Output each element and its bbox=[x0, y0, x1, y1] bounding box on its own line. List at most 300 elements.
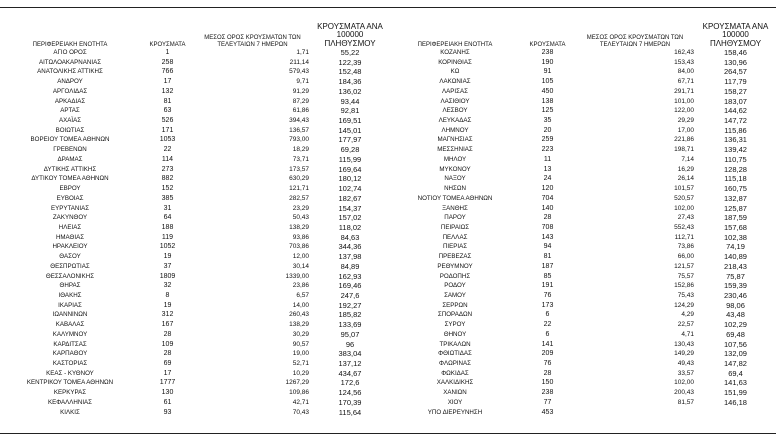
cases-cell: 273 bbox=[161, 165, 174, 173]
table-row bbox=[0, 378, 390, 388]
table-row bbox=[0, 165, 390, 175]
region-cell: ΜΑΓΝΗΣΙΑΣ bbox=[437, 136, 473, 144]
region-cell: ΕΥΒΟΙΑΣ bbox=[56, 194, 84, 202]
table-row bbox=[0, 194, 390, 204]
table-row bbox=[390, 281, 776, 291]
rate-cell: 160,75 bbox=[724, 184, 747, 194]
avg7-cell: 291,71 bbox=[674, 87, 694, 95]
table-row bbox=[390, 310, 776, 320]
rate-cell: 154,37 bbox=[338, 203, 362, 213]
table-row bbox=[390, 320, 776, 330]
rate-cell: 102,29 bbox=[724, 320, 747, 330]
cases-cell: 114 bbox=[161, 155, 174, 163]
rate-cell: 157,68 bbox=[724, 222, 747, 232]
table-row bbox=[390, 165, 776, 175]
region-cell: ΙΚΑΡΙΑΣ bbox=[58, 301, 82, 309]
avg7-cell: 136,57 bbox=[289, 126, 309, 134]
header-row bbox=[390, 18, 776, 48]
cases-cell: 191 bbox=[541, 282, 554, 290]
avg7-cell: 30,29 bbox=[292, 330, 309, 338]
rate-cell: 107,56 bbox=[724, 339, 747, 349]
table-row bbox=[0, 369, 390, 379]
header-avg7: ΜΕΣΟΣ ΟΡΟΣ ΚΡΟΥΣΜΑΤΩΝ ΤΩΝ ΤΕΛΕΥΤΑΙΩΝ 7 ΗΜΕΡΩΝ bbox=[204, 35, 301, 48]
table-row bbox=[0, 388, 390, 398]
cases-cell: 19 bbox=[163, 301, 172, 309]
region-cell: ΑΝΑΤΟΛΙΚΗΣ ΑΤΤΙΚΗΣ bbox=[37, 68, 103, 76]
table-row bbox=[0, 398, 390, 408]
rate-cell bbox=[695, 408, 776, 418]
avg7-cell: 90,57 bbox=[292, 340, 309, 348]
avg7-cell: 61,86 bbox=[292, 107, 309, 115]
table-row bbox=[0, 349, 390, 359]
avg7-cell: 16,29 bbox=[677, 165, 694, 173]
table-row bbox=[0, 58, 390, 68]
avg7-cell: 394,43 bbox=[289, 117, 309, 125]
cases-cell: 143 bbox=[541, 233, 554, 241]
cases-cell: 130 bbox=[161, 389, 174, 397]
cases-cell: 1777 bbox=[159, 379, 176, 387]
cases-cell: 22 bbox=[163, 146, 172, 154]
rate-cell: 110,75 bbox=[724, 154, 747, 164]
rate-cell: 169,46 bbox=[338, 281, 362, 291]
avg7-cell: 4,71 bbox=[681, 330, 694, 338]
table-row bbox=[390, 359, 776, 369]
table-row bbox=[390, 340, 776, 350]
cases-cell: 1809 bbox=[159, 272, 176, 280]
avg7-cell: 23,29 bbox=[292, 204, 309, 212]
rate-cell: 158,46 bbox=[724, 48, 747, 57]
cases-cell: 31 bbox=[163, 204, 172, 212]
table-row bbox=[0, 291, 390, 301]
region-cell: ΞΑΝΘΗΣ bbox=[442, 204, 468, 212]
table-row bbox=[390, 184, 776, 194]
region-cell: ΧΙΟΥ bbox=[447, 398, 463, 406]
avg7-cell: 138,29 bbox=[289, 223, 309, 231]
rate-cell: 117,79 bbox=[724, 77, 747, 87]
rate-cell: 141,63 bbox=[724, 378, 747, 388]
cases-cell: 32 bbox=[163, 282, 172, 290]
region-cell: ΠΡΕΒΕΖΑΣ bbox=[438, 253, 472, 261]
table-row bbox=[390, 252, 776, 262]
header-avg7: ΜΕΣΟΣ ΟΡΟΣ ΚΡΟΥΣΜΑΤΩΝ ΤΩΝ ΤΕΛΕΥΤΑΙΩΝ 7 ΗΜΕΡΩΝ bbox=[586, 35, 684, 48]
rate-cell: 151,99 bbox=[724, 388, 747, 398]
cases-cell: 708 bbox=[541, 223, 554, 231]
cases-cell: 173 bbox=[541, 301, 554, 309]
avg7-cell: 42,71 bbox=[292, 398, 309, 406]
table-row bbox=[390, 204, 776, 214]
rate-cell: 118,02 bbox=[338, 222, 362, 232]
table-row bbox=[390, 145, 776, 155]
region-cell: ΡΟΔΟΥ bbox=[444, 282, 466, 290]
region-cell: ΑΓΙΟ ΟΡΟΣ bbox=[53, 49, 87, 56]
cases-cell: 766 bbox=[161, 68, 174, 76]
table-row bbox=[390, 87, 776, 97]
cases-cell: 85 bbox=[543, 272, 552, 280]
rate-cell: 115,86 bbox=[724, 125, 747, 135]
cases-cell: 11 bbox=[543, 155, 552, 163]
cases-cell: 94 bbox=[543, 243, 552, 251]
avg7-cell: 23,86 bbox=[292, 282, 309, 290]
rate-cell: 170,39 bbox=[338, 397, 362, 407]
table-row bbox=[0, 252, 390, 262]
avg7-cell: 101,57 bbox=[674, 185, 694, 193]
table-row bbox=[0, 281, 390, 291]
avg7-cell: 1267,29 bbox=[285, 379, 309, 387]
rate-cell: 147,72 bbox=[724, 116, 747, 126]
avg7-cell: 173,57 bbox=[289, 165, 309, 173]
cases-cell: 6 bbox=[545, 330, 550, 338]
avg7-cell: 84,00 bbox=[677, 68, 694, 76]
region-cell: ΛΕΥΚΑΔΑΣ bbox=[438, 117, 472, 125]
rate-cell: 69,28 bbox=[340, 145, 360, 155]
header-rate: ΚΡΟΥΣΜΑΤΑ ΑΝΑ 100000 ΠΛΗΘΥΣΜΟΥ bbox=[317, 21, 383, 48]
table-row bbox=[390, 233, 776, 243]
header-region: ΠΕΡΙΦΕΡΕΙΑΚΗ ΕΝΟΤΗΤΑ bbox=[417, 41, 493, 48]
avg7-cell: 200,43 bbox=[674, 389, 694, 397]
table-row bbox=[0, 204, 390, 214]
avg7-cell: 75,57 bbox=[677, 272, 694, 280]
region-cell: ΛΑΡΙΣΑΣ bbox=[442, 87, 468, 95]
table-row bbox=[390, 174, 776, 184]
rate-cell: 169,64 bbox=[338, 164, 362, 174]
avg7-cell: 19,00 bbox=[292, 350, 309, 358]
cases-cell: 19 bbox=[163, 253, 172, 261]
region-cell: ΛΑΚΩΝΙΑΣ bbox=[439, 78, 471, 86]
rate-cell: 247,6 bbox=[340, 290, 360, 300]
region-cell: ΜΥΚΟΝΟΥ bbox=[439, 165, 471, 173]
cases-cell: 238 bbox=[541, 49, 554, 56]
table-row bbox=[390, 349, 776, 359]
rate-cell: 84,63 bbox=[340, 232, 360, 242]
header-cases: ΚΡΟΥΣΜΑΤΑ bbox=[529, 41, 566, 48]
rate-cell: 177,97 bbox=[338, 135, 362, 145]
region-cell: ΖΑΚΥΝΘΟΥ bbox=[52, 214, 88, 222]
top-rule bbox=[0, 7, 776, 8]
region-cell: ΚΕΡΚΥΡΑΣ bbox=[53, 389, 87, 397]
header-cases: ΚΡΟΥΣΜΑΤΑ bbox=[149, 41, 186, 48]
region-cell: ΡΕΘΥΜΝΟΥ bbox=[437, 262, 473, 270]
region-cell: ΑΙΤΩΛΟΑΚΑΡΝΑΝΙΑΣ bbox=[38, 58, 102, 66]
avg7-cell: 630,29 bbox=[289, 175, 309, 183]
cases-cell: 150 bbox=[541, 379, 554, 387]
cases-cell: 22 bbox=[543, 321, 552, 329]
table-row bbox=[0, 155, 390, 165]
region-cell: ΠΑΡΟΥ bbox=[444, 214, 466, 222]
table-row bbox=[390, 194, 776, 204]
cases-cell: 1 bbox=[165, 49, 170, 56]
rate-cell: 159,39 bbox=[724, 281, 747, 291]
avg7-cell: 552,43 bbox=[674, 223, 694, 231]
region-cell: ΣΑΜΟΥ bbox=[444, 291, 466, 299]
avg7-cell: 12,00 bbox=[292, 253, 309, 261]
region-cell: ΣΠΟΡΑΔΩΝ bbox=[437, 311, 473, 319]
avg7-cell: 30,14 bbox=[292, 262, 309, 270]
cases-cell: 35 bbox=[543, 117, 552, 125]
avg7-cell: 162,43 bbox=[674, 49, 694, 56]
avg7-cell: 260,43 bbox=[289, 311, 309, 319]
table-row bbox=[390, 398, 776, 408]
region-cell: ΑΧΑΪΑΣ bbox=[58, 117, 82, 125]
table-row bbox=[0, 184, 390, 194]
cases-cell: 119 bbox=[161, 233, 174, 241]
table-row bbox=[0, 320, 390, 330]
region-cell: ΝΗΣΩΝ bbox=[444, 185, 466, 193]
region-cell: ΠΕΛΛΑΣ bbox=[442, 233, 468, 241]
cases-cell: 385 bbox=[161, 194, 174, 202]
region-cell: ΑΡΚΑΔΙΑΣ bbox=[54, 97, 86, 105]
rate-cell: 182,67 bbox=[338, 193, 362, 203]
rate-cell: 124,56 bbox=[338, 388, 362, 398]
region-cell: ΗΛΕΙΑΣ bbox=[58, 223, 82, 231]
cases-cell: 140 bbox=[541, 204, 554, 212]
avg7-cell: 52,71 bbox=[292, 360, 309, 367]
region-cell: ΗΜΑΘΙΑΣ bbox=[55, 233, 85, 241]
cases-cell: 526 bbox=[161, 117, 174, 125]
table-row bbox=[390, 135, 776, 145]
avg7-cell: 66,00 bbox=[677, 253, 694, 261]
avg7-cell: 122,00 bbox=[674, 107, 694, 115]
cases-cell: 24 bbox=[543, 175, 552, 183]
table-row bbox=[390, 223, 776, 233]
region-cell: ΥΠΟ ΔΙΕΡΕΥΝΗΣΗ bbox=[427, 408, 483, 416]
cases-cell: 28 bbox=[163, 330, 172, 338]
rate-cell: 75,87 bbox=[726, 271, 745, 281]
table-row bbox=[0, 126, 390, 136]
avg7-cell: 27,43 bbox=[677, 214, 694, 222]
bottom-rule bbox=[0, 433, 776, 434]
region-cell: ΑΝΔΡΟΥ bbox=[57, 78, 83, 86]
region-cell: ΠΙΕΡΙΑΣ bbox=[442, 243, 468, 251]
table-row bbox=[390, 369, 776, 379]
right-body bbox=[390, 48, 776, 417]
avg7-cell: 22,57 bbox=[677, 321, 694, 329]
region-cell: ΓΡΕΒΕΝΩΝ bbox=[53, 146, 87, 154]
avg7-cell: 26,14 bbox=[677, 175, 694, 183]
cases-cell: 93 bbox=[163, 408, 172, 416]
left-table bbox=[0, 18, 390, 417]
avg7-cell: 102,00 bbox=[674, 379, 694, 387]
table-row bbox=[0, 174, 390, 184]
avg7-cell: 49,43 bbox=[677, 360, 694, 367]
cases-cell: 209 bbox=[541, 350, 554, 358]
region-cell: ΡΟΔΟΠΗΣ bbox=[439, 272, 471, 280]
region-cell: ΘΕΣΣΑΛΟΝΙΚΗΣ bbox=[45, 272, 95, 280]
cases-cell: 138 bbox=[541, 97, 554, 105]
cases-cell: 120 bbox=[541, 185, 554, 193]
table-row bbox=[0, 48, 390, 58]
region-cell: ΔΥΤΙΚΗΣ ΑΤΤΙΚΗΣ bbox=[43, 165, 97, 173]
avg7-cell: 112,71 bbox=[674, 233, 694, 241]
region-cell: ΔΥΤΙΚΟΥ ΤΟΜΕΑ ΑΘΗΝΩΝ bbox=[31, 175, 109, 183]
avg7-cell: 149,29 bbox=[674, 350, 694, 358]
rate-cell: 137,98 bbox=[338, 252, 362, 262]
cases-cell: 105 bbox=[541, 78, 554, 86]
rate-cell: 218,43 bbox=[724, 261, 747, 271]
table-row bbox=[0, 310, 390, 320]
table-row bbox=[0, 272, 390, 282]
region-cell: ΙΘΑΚΗΣ bbox=[58, 291, 82, 299]
region-cell: ΠΕΙΡΑΙΩΣ bbox=[440, 223, 470, 231]
table-row bbox=[0, 145, 390, 155]
cases-cell: 28 bbox=[543, 369, 552, 377]
avg7-cell: 10,29 bbox=[292, 369, 309, 377]
rate-cell: 43,48 bbox=[726, 310, 745, 320]
avg7-cell: 703,86 bbox=[289, 243, 309, 251]
cases-cell: 152 bbox=[161, 185, 174, 193]
rate-cell: 132,87 bbox=[724, 193, 747, 203]
rate-cell: 137,12 bbox=[338, 359, 362, 368]
avg7-cell: 67,71 bbox=[677, 78, 694, 86]
cases-cell: 1053 bbox=[159, 136, 176, 144]
avg7-cell: 198,71 bbox=[674, 146, 694, 154]
rate-cell: 96 bbox=[345, 339, 355, 349]
rate-cell: 144,62 bbox=[724, 106, 747, 116]
rate-cell: 95,07 bbox=[340, 329, 360, 339]
avg7-cell: 4,29 bbox=[681, 311, 694, 319]
rate-cell: 132,09 bbox=[724, 349, 747, 359]
cases-cell: 453 bbox=[541, 408, 554, 416]
region-cell: ΦΘΙΩΤΙΔΑΣ bbox=[438, 350, 472, 358]
cases-cell: 91 bbox=[543, 68, 552, 76]
table-row bbox=[0, 408, 390, 418]
rate-cell: 383,04 bbox=[338, 349, 362, 359]
region-cell: ΚΑΛΥΜΝΟΥ bbox=[52, 330, 88, 338]
left-body bbox=[0, 48, 390, 417]
header-row bbox=[0, 18, 390, 48]
rate-cell: 102,74 bbox=[338, 184, 362, 194]
avg7-cell: 7,14 bbox=[681, 155, 694, 163]
region-cell: ΚΩ bbox=[450, 68, 460, 76]
region-cell: ΛΗΜΝΟΥ bbox=[441, 126, 469, 134]
region-cell: ΘΗΝΟΥ bbox=[443, 330, 467, 338]
rate-cell: 92,81 bbox=[340, 106, 360, 116]
cases-cell: 187 bbox=[541, 262, 554, 270]
rate-cell: 434,67 bbox=[338, 368, 362, 378]
region-cell: ΣΥΡΟΥ bbox=[444, 321, 466, 329]
avg7-cell: 102,00 bbox=[674, 204, 694, 212]
region-cell: ΚΕΝΤΡΙΚΟΥ ΤΟΜΕΑ ΑΘΗΝΩΝ bbox=[26, 379, 114, 387]
avg7-cell: 121,57 bbox=[674, 262, 694, 270]
avg7-cell: 17,00 bbox=[677, 126, 694, 134]
region-cell: ΕΥΡΥΤΑΝΙΑΣ bbox=[50, 204, 90, 212]
rate-cell: 140,89 bbox=[724, 252, 747, 262]
table-row bbox=[390, 272, 776, 282]
rate-cell: 158,27 bbox=[724, 86, 747, 96]
rate-cell: 93,44 bbox=[340, 96, 360, 106]
region-cell: ΑΡΓΟΛΙΔΑΣ bbox=[52, 87, 88, 95]
rate-cell: 230,46 bbox=[724, 290, 747, 300]
rate-cell: 115,18 bbox=[724, 174, 747, 184]
header-rate: ΚΡΟΥΣΜΑΤΑ ΑΝΑ 100000 ΠΛΗΘΥΣΜΟΥ bbox=[702, 21, 769, 48]
region-cell: ΦΛΩΡΙΝΑΣ bbox=[439, 360, 471, 367]
avg7-cell: 87,29 bbox=[292, 97, 309, 105]
cases-cell: 450 bbox=[541, 87, 554, 95]
region-cell: ΙΩΑΝΝΙΝΩΝ bbox=[52, 311, 88, 319]
table-row bbox=[390, 330, 776, 340]
rate-cell: 74,19 bbox=[726, 242, 745, 252]
table-row bbox=[0, 135, 390, 145]
table-row bbox=[0, 242, 390, 252]
cases-cell: 8 bbox=[165, 291, 170, 299]
cases-cell: 141 bbox=[541, 340, 554, 348]
region-cell: ΑΡΤΑΣ bbox=[60, 107, 80, 115]
avg7-cell: 520,57 bbox=[674, 194, 694, 202]
rate-cell: 344,36 bbox=[338, 242, 362, 252]
cases-cell: 882 bbox=[161, 175, 174, 183]
cases-cell: 69 bbox=[163, 360, 172, 367]
table-row bbox=[0, 340, 390, 350]
rate-cell: 192,27 bbox=[338, 300, 362, 310]
table-row bbox=[390, 126, 776, 136]
region-cell: ΚΑΡΠΑΘΟΥ bbox=[52, 350, 88, 358]
region-cell: ΒΟΙΩΤΙΑΣ bbox=[55, 126, 85, 134]
rate-cell: 133,69 bbox=[338, 320, 362, 330]
table-row bbox=[390, 77, 776, 87]
table-row bbox=[390, 106, 776, 116]
table-row bbox=[0, 213, 390, 223]
table-row bbox=[390, 291, 776, 301]
table-row bbox=[390, 378, 776, 388]
avg7-cell: 81,57 bbox=[677, 398, 694, 406]
rate-cell: 69,48 bbox=[726, 329, 745, 339]
table-row bbox=[0, 233, 390, 243]
avg7-cell: 793,00 bbox=[289, 136, 309, 144]
region-cell: ΔΡΑΜΑΣ bbox=[57, 155, 83, 163]
table-row bbox=[0, 87, 390, 97]
rate-cell: 84,89 bbox=[340, 261, 360, 271]
avg7-cell: 1,71 bbox=[296, 49, 309, 56]
rate-cell: 157,02 bbox=[338, 213, 362, 223]
cases-cell: 37 bbox=[163, 262, 172, 270]
table-row bbox=[0, 116, 390, 126]
table-row bbox=[0, 262, 390, 272]
cases-cell: 1052 bbox=[159, 243, 176, 251]
region-cell: ΚΑΒΑΛΑΣ bbox=[55, 321, 85, 329]
table-row bbox=[390, 408, 776, 418]
cases-cell: 6 bbox=[545, 311, 550, 319]
cases-cell: 17 bbox=[163, 369, 172, 377]
avg7-cell: 101,00 bbox=[674, 97, 694, 105]
table-row bbox=[0, 301, 390, 311]
region-cell: ΚΕΦΑΛΛΗΝΙΑΣ bbox=[47, 398, 92, 406]
region-cell: ΚΑΡΔΙΤΣΑΣ bbox=[53, 340, 87, 348]
rate-cell: 128,28 bbox=[724, 164, 747, 174]
rate-cell: 130,96 bbox=[724, 57, 747, 67]
table-row bbox=[0, 330, 390, 340]
region-cell: ΜΗΛΟΥ bbox=[443, 155, 467, 163]
right-table bbox=[390, 18, 776, 417]
table-row bbox=[390, 213, 776, 223]
table-row bbox=[390, 97, 776, 107]
avg7-cell: 138,29 bbox=[289, 321, 309, 329]
cases-cell: 20 bbox=[543, 126, 552, 134]
table-row bbox=[390, 67, 776, 77]
cases-cell: 63 bbox=[163, 107, 172, 115]
avg7-cell: 70,43 bbox=[292, 408, 309, 416]
table-row bbox=[390, 388, 776, 398]
table-row bbox=[390, 116, 776, 126]
table-row bbox=[390, 48, 776, 58]
avg7-cell: 18,29 bbox=[292, 146, 309, 154]
region-cell: ΧΑΛΚΙΔΙΚΗΣ bbox=[436, 379, 474, 387]
region-cell: ΘΕΣΠΡΩΤΙΑΣ bbox=[50, 262, 90, 270]
cases-cell: 125 bbox=[541, 107, 554, 115]
avg7-cell: 211,14 bbox=[289, 58, 309, 66]
rate-cell: 264,57 bbox=[724, 67, 747, 77]
cases-cell: 312 bbox=[161, 311, 174, 319]
cases-cell: 188 bbox=[161, 223, 174, 231]
avg7-cell: 153,43 bbox=[674, 58, 694, 66]
